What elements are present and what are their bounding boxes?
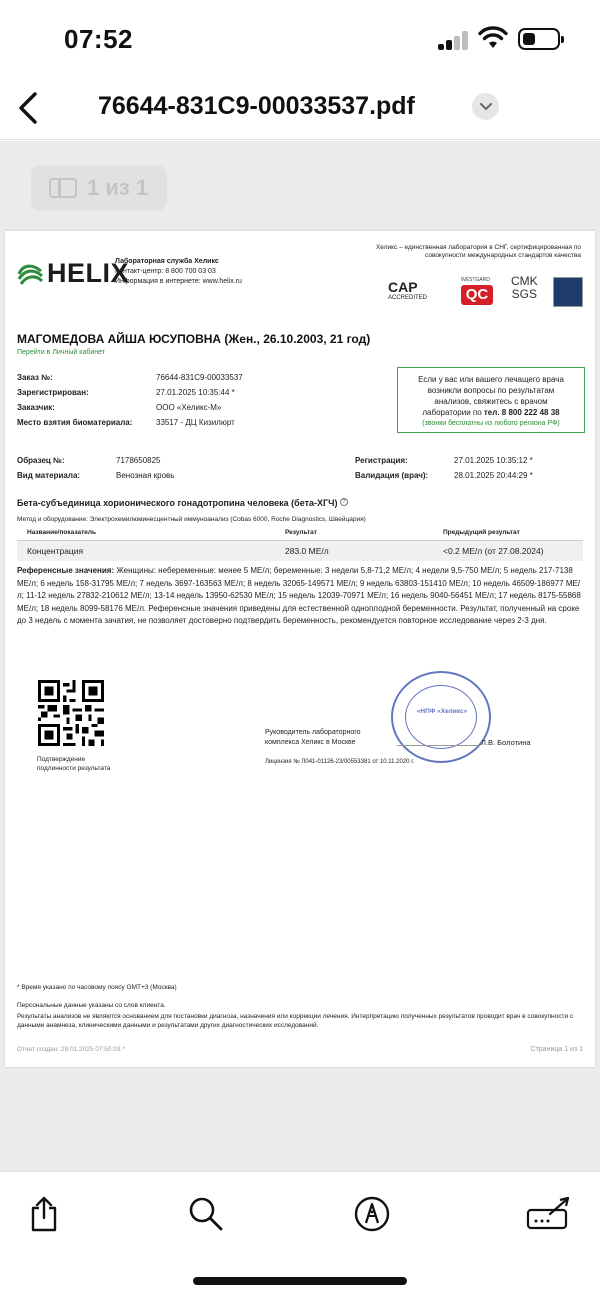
- markup-button[interactable]: [352, 1194, 392, 1234]
- search-icon: [188, 1196, 224, 1232]
- search-button[interactable]: [186, 1194, 226, 1234]
- lab-info: Лабораторная служба Хеликс Контакт-центр: 8 800 700 03 03 Информация в интернете: www.helix.ru: [115, 258, 242, 285]
- signature-button[interactable]: [526, 1194, 572, 1234]
- personal-cabinet-link[interactable]: Перейти в Личный кабинет: [17, 349, 106, 356]
- title-menu-button[interactable]: [472, 93, 499, 120]
- test-method: Метод и оборудование: Электрохемилюминесцентный иммуноанализ (Cobas 6000, Roche Diagnostics, Швейцария): [17, 516, 366, 523]
- order-values: 76644-831C9-00033537 27.01.2025 10:35:44 * ООО «Хеликс-М» 33517 - ДЦ Кизилюрт: [156, 373, 243, 427]
- share-button[interactable]: [24, 1194, 64, 1234]
- qr-code-icon[interactable]: [38, 680, 104, 746]
- table-row: Концентрация 283.0 МЕ/л <0.2 МЕ/л (от 27.08.2024): [17, 541, 583, 561]
- westgard-qc-logo: QC: [461, 285, 493, 305]
- chevron-left-icon: [17, 92, 39, 124]
- info-icon[interactable]: ?: [340, 498, 348, 506]
- helix-logo: HELIX: [15, 258, 129, 289]
- chevron-down-icon: [480, 103, 492, 111]
- cellular-signal-icon: [438, 30, 470, 50]
- order-labels: Заказ №: Зарегистрирован: Заказчик: Место взятия биоматериала:: [17, 373, 133, 427]
- page-number: Страница 1 из 1: [530, 1046, 583, 1053]
- wifi-icon: [478, 26, 508, 50]
- nav-bar: [0, 80, 600, 140]
- helix-logo-icon: [15, 259, 45, 289]
- test-title: Бета-субъединица хорионического гонадотропина человека (бета-ХГЧ) ?: [17, 498, 348, 508]
- pdf-page: [5, 231, 595, 1067]
- status-bar: [0, 0, 600, 80]
- status-time: 07:52: [64, 24, 133, 54]
- bottom-toolbar: [0, 1171, 600, 1297]
- date-values: 27.01.2025 10:35:12 * 28.01.2025 20:44:29 *: [454, 456, 533, 480]
- qr-caption: Подтверждение подлинности результата: [37, 756, 111, 772]
- reference-values: Референсные значения: Женщины: небеременные: менее 5 МЕ/л; беременные: 3 недели 5,8-71,2 МЕ/л; 4 недели 9,5-750 МЕ/л; 5 недель 217-7138 МЕ/л; 6 недель 158-31795 МЕ/л; 7 недель 3697-163563 МЕ/л; 8 недель 32065-149571 МЕ/л; 9 недель 63803-151410 МЕ/л; 10 недель 46509-186977 МЕ/л; 11-12 недель 27832-210612 МЕ/л; 13-14 недель 13950-62530 МЕ/л; 15 недель 12039-70971 МЕ/л; 16 недель 9040-56451 МЕ/л; 17 недель 8175-55868 МЕ/л; 18 недель 8099-58176 МЕ/л. Референсные значения приведены для естественной одноплодной беременности. Результат, полученный на сроке до 3 недель с момента зачатия, не позволяет достоверно подтвердить беременность, рекомендуется повторное исследование через 2-3 дня.: [17, 566, 581, 625]
- page-indicator[interactable]: 1 из 1: [31, 165, 167, 211]
- home-indicator[interactable]: [193, 1277, 407, 1285]
- signer-role: Руководитель лабораторного комплекса Хеликс в Москве: [265, 729, 361, 746]
- pdf-viewer[interactable]: [0, 141, 600, 1171]
- cmk-sgs-logo: CMK SGS: [511, 274, 538, 301]
- footnote-personal: Персональные данные указаны со слов клиента.: [17, 1002, 166, 1009]
- share-icon: [29, 1196, 59, 1232]
- signer-name: Л.В. Болотина: [481, 738, 531, 747]
- footnote-time: * Время указано по часовому поясу GMT+3 (Москва): [17, 984, 177, 991]
- certification-logos: CAP ACCREDITED WESTGARD QC CMK SGS: [388, 275, 588, 311]
- footnote-disclaimer: Результаты анализов не являются основанием для постановки диагноза, назначения или коррекции лечения. Интерпретацию полученных результатов проводит врач в совокупности с данными анамнеза, клиническими данными и результатами других диагностических исследований.: [17, 1013, 574, 1029]
- markup-pen-icon: [354, 1196, 390, 1232]
- results-table-header: Название/показатель Результат Предыдущий результат: [17, 529, 583, 541]
- iso-cert-badge: [553, 277, 583, 307]
- date-labels: Регистрация: Валидация (врач):: [355, 456, 429, 480]
- doctor-contact-box: Если у вас или вашего лечащего врача возникли вопросы по результатам анализов, свяжитесь с врачом лаборатории по тел. 8 800 222 48 38 (звонки бесплатны из любого региона РФ): [397, 367, 585, 433]
- sample-labels: Образец №: Вид материала:: [17, 456, 81, 480]
- stamp-icon: «НПФ «Хеликс»: [391, 671, 491, 763]
- report-created: Отчет создан: 29.01.2025 07:50:03 *: [17, 1046, 125, 1053]
- sample-values: 7178650825 Венозная кровь: [116, 456, 175, 480]
- certification-text: Хеликс – единственная лаборатория в СНГ, сертифицированная по совокупности международных стандартов качества: [375, 244, 581, 259]
- results-table: [17, 529, 583, 561]
- signature-line: [397, 745, 479, 746]
- battery-icon: [518, 28, 560, 50]
- back-button[interactable]: [8, 86, 48, 130]
- cap-logo: CAP ACCREDITED: [388, 279, 428, 301]
- signature-icon: [526, 1196, 572, 1232]
- patient-name: МАГОМЕДОВА АЙША ЮСУПОВНА (Жен., 26.10.2003, 21 год): [17, 332, 371, 346]
- sidebar-icon: [49, 178, 77, 198]
- file-title[interactable]: 76644-831C9-00033537.pdf: [98, 92, 415, 120]
- license-text: Лицензия № Л041-01126-23/00553381 от 10.11.2020 г.: [265, 759, 415, 765]
- lab-phone[interactable]: тел. 8 800 222 48 38: [483, 408, 560, 417]
